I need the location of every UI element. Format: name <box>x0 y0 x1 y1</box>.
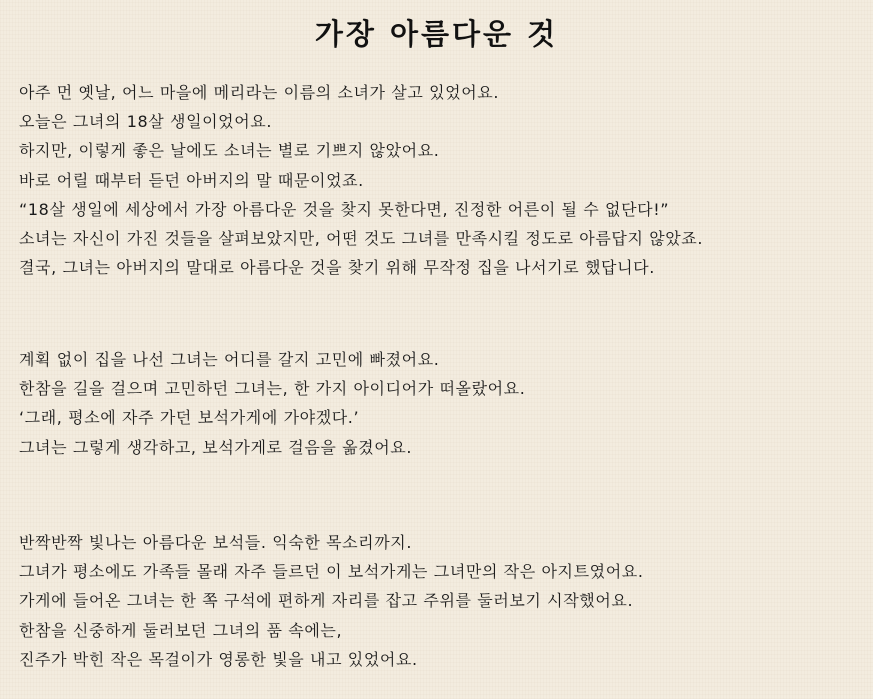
paragraph-1 <box>19 78 869 282</box>
story-line: “18살 생일에 세상에서 가장 아름다운 것을 찾지 못한다면, 진정한 어른이 될 수 없단다!” <box>19 199 670 219</box>
story-line: 그녀는 그렇게 생각하고, 보석가게로 걸음을 옮겼어요. <box>19 437 413 457</box>
paragraph-2 <box>19 345 869 462</box>
story-line: 그녀가 평소에도 가족들 몰래 자주 들르던 이 보석가게는 그녀만의 작은 아지트였어요. <box>19 562 644 582</box>
story-line: 반짝반짝 빛나는 아름다운 보석들. 익숙한 목소리까지. <box>19 533 413 552</box>
story-line: 가게에 들어온 그녀는 한 쪽 구석에 편하게 자리를 잡고 주위를 둘러보기 시작했어요. <box>19 591 634 611</box>
story-line: 한참을 신중하게 둘러보던 그녀의 품 속에는, <box>19 620 343 640</box>
story-line: 진주가 박힌 작은 목걸이가 영롱한 빛을 내고 있었어요. <box>19 649 418 669</box>
story-line: 하지만, 이렇게 좋은 날에도 소녀는 별로 기쁘지 않았어요. <box>19 141 440 161</box>
story-line: 계획 없이 집을 나선 그녀는 어디를 갈지 고민에 빠졌어요. <box>19 350 440 369</box>
story-line: ‘그래, 평소에 자주 가던 보석가게에 가야겠다.’ <box>19 408 360 428</box>
story-line: 결국, 그녀는 아버지의 말대로 아름다운 것을 찾기 위해 무작정 집을 나서기로 했답니다. <box>19 258 655 278</box>
story-line: 아주 먼 옛날, 어느 마을에 메리라는 이름의 소녀가 살고 있었어요. <box>19 83 500 102</box>
story-line: 오늘은 그녀의 18살 생일이었어요. <box>19 112 273 132</box>
story-line: 바로 어릴 때부터 듣던 아버지의 말 때문이었죠. <box>19 170 364 190</box>
story-line: 소녀는 자신이 가진 것들을 살펴보았지만, 어떤 것도 그녀를 만족시킬 정도로 아름답지 않았죠. <box>19 229 704 249</box>
story-line: 한참을 길을 걸으며 고민하던 그녀는, 한 가지 아이디어가 떠올랐어요. <box>19 379 526 399</box>
page-title: 가장 아름다운 것 <box>314 17 559 51</box>
paragraph-3 <box>19 528 869 674</box>
